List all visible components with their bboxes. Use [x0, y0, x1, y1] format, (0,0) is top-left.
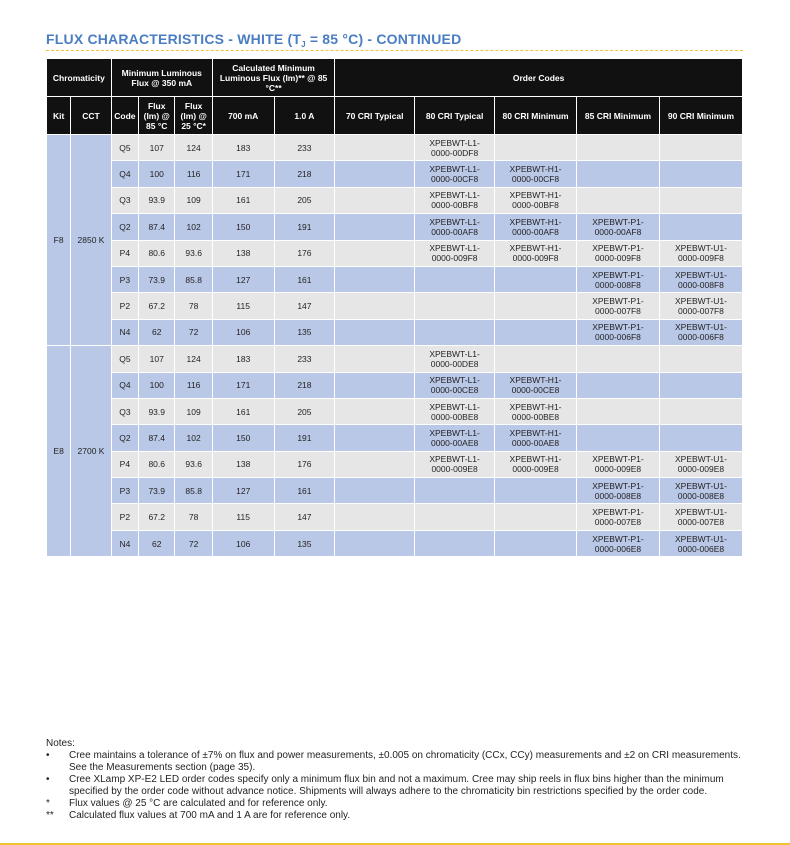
bin-code-cell: P4	[111, 451, 138, 477]
order-code-80-cri-typical: XPEBWT-L1- 0000-00CE8	[415, 372, 495, 398]
bin-code-cell: P3	[111, 478, 138, 504]
flux-85-cell: 67.2	[139, 504, 175, 530]
bin-code-cell: Q2	[111, 214, 138, 240]
flux-700ma-cell: 171	[212, 372, 274, 398]
order-code-85-cri-minimum: XPEBWT-P1- 0000-007E8	[577, 504, 660, 530]
flux-1a-cell: 135	[274, 319, 335, 345]
order-code-80-cri-typical: XPEBWT-L1- 0000-00DF8	[415, 135, 495, 161]
page-title: FLUX CHARACTERISTICS - WHITE ($T_J = 85$ °C) - CONTINUED	[46, 31, 462, 49]
header-kit: Kit	[47, 97, 71, 135]
bin-code-cell: Q3	[111, 398, 138, 424]
order-code-80-cri-minimum	[495, 319, 577, 345]
flux-85-cell: 80.6	[139, 240, 175, 266]
flux-25-cell: 78	[175, 293, 212, 319]
order-code-80-cri-typical	[415, 504, 495, 530]
order-code-70-cri-typical	[335, 187, 415, 213]
order-code-80-cri-typical: XPEBWT-L1- 0000-00BE8	[415, 398, 495, 424]
order-code-85-cri-minimum	[577, 187, 660, 213]
note-item	[46, 810, 746, 822]
order-code-70-cri-typical	[335, 266, 415, 292]
table-row	[47, 425, 743, 451]
cct-cell: 2700 K	[71, 346, 111, 557]
order-code-85-cri-minimum: XPEBWT-P1- 0000-00AF8	[577, 214, 660, 240]
flux-700ma-cell: 171	[212, 161, 274, 187]
order-code-80-cri-minimum	[495, 135, 577, 161]
flux-25-cell: 102	[175, 425, 212, 451]
flux-85-cell: 67.2	[139, 293, 175, 319]
order-code-80-cri-minimum: XPEBWT-H1- 0000-00BE8	[495, 398, 577, 424]
flux-1a-cell: 161	[274, 266, 335, 292]
table-row	[47, 398, 743, 424]
table-row	[47, 530, 743, 556]
order-code-90-cri-minimum: XPEBWT-U1- 0000-007F8	[659, 293, 742, 319]
kit-cell: E8	[47, 346, 71, 557]
flux-85-cell: 62	[139, 530, 175, 556]
order-code-85-cri-minimum: XPEBWT-P1- 0000-009E8	[577, 451, 660, 477]
order-code-80-cri-minimum: XPEBWT-H1- 0000-00CF8	[495, 161, 577, 187]
bin-code-cell: N4	[111, 319, 138, 345]
flux-85-cell: 107	[139, 346, 175, 372]
table-row	[47, 187, 743, 213]
flux-25-cell: 116	[175, 161, 212, 187]
order-code-80-cri-typical: XPEBWT-L1- 0000-00AF8	[415, 214, 495, 240]
order-code-90-cri-minimum: XPEBWT-U1- 0000-008F8	[659, 266, 742, 292]
flux-700ma-cell: 183	[212, 346, 274, 372]
flux-85-cell: 87.4	[139, 214, 175, 240]
bin-code-cell: Q5	[111, 346, 138, 372]
order-code-85-cri-minimum	[577, 161, 660, 187]
order-code-80-cri-minimum	[495, 266, 577, 292]
flux-700ma-cell: 115	[212, 293, 274, 319]
note-asterisk: **	[46, 810, 54, 821]
table-row	[47, 135, 743, 161]
bin-code-cell: Q4	[111, 372, 138, 398]
order-code-90-cri-minimum	[659, 398, 742, 424]
flux-25-cell: 116	[175, 372, 212, 398]
flux-700ma-cell: 161	[212, 187, 274, 213]
table-row	[47, 240, 743, 266]
order-code-80-cri-minimum	[495, 293, 577, 319]
order-code-70-cri-typical	[335, 372, 415, 398]
order-code-70-cri-typical	[335, 504, 415, 530]
flux-700ma-cell: 150	[212, 214, 274, 240]
bin-code-cell: Q3	[111, 187, 138, 213]
flux-1a-cell: 176	[274, 451, 335, 477]
note-item	[46, 750, 746, 774]
flux-85-cell: 107	[139, 135, 175, 161]
header-80-cri-minimum: 80 CRI Minimum	[495, 97, 577, 135]
order-code-70-cri-typical	[335, 478, 415, 504]
table-row	[47, 451, 743, 477]
order-code-70-cri-typical	[335, 319, 415, 345]
order-code-90-cri-minimum	[659, 135, 742, 161]
header-cct: CCT	[71, 97, 111, 135]
flux-1a-cell: 147	[274, 504, 335, 530]
order-code-70-cri-typical	[335, 425, 415, 451]
order-code-70-cri-typical	[335, 240, 415, 266]
order-code-90-cri-minimum	[659, 346, 742, 372]
notes-heading: Notes:	[46, 738, 75, 749]
order-code-70-cri-typical	[335, 135, 415, 161]
header-70-cri-typical: 70 CRI Typical	[335, 97, 415, 135]
table-row	[47, 346, 743, 372]
flux-1a-cell: 205	[274, 398, 335, 424]
flux-85-cell: 93.9	[139, 398, 175, 424]
table-body	[47, 135, 743, 557]
order-code-80-cri-typical	[415, 319, 495, 345]
order-code-80-cri-minimum: XPEBWT-H1- 0000-00CE8	[495, 372, 577, 398]
order-code-90-cri-minimum: XPEBWT-U1- 0000-008E8	[659, 478, 742, 504]
order-code-80-cri-minimum: XPEBWT-H1- 0000-00AF8	[495, 214, 577, 240]
order-code-80-cri-minimum	[495, 530, 577, 556]
order-code-80-cri-minimum: XPEBWT-H1- 0000-009E8	[495, 451, 577, 477]
flux-700ma-cell: 150	[212, 425, 274, 451]
flux-700ma-cell: 115	[212, 504, 274, 530]
note-item	[46, 774, 746, 798]
order-code-85-cri-minimum: XPEBWT-P1- 0000-008F8	[577, 266, 660, 292]
bin-code-cell: Q5	[111, 135, 138, 161]
order-code-70-cri-typical	[335, 293, 415, 319]
header-1a: 1.0 A	[274, 97, 335, 135]
notes	[46, 738, 746, 822]
order-code-90-cri-minimum	[659, 425, 742, 451]
kit-cell: F8	[47, 135, 71, 346]
order-code-70-cri-typical	[335, 530, 415, 556]
flux-table	[46, 58, 743, 557]
order-code-80-cri-typical: XPEBWT-L1- 0000-00BF8	[415, 187, 495, 213]
order-code-80-cri-typical: XPEBWT-L1- 0000-009E8	[415, 451, 495, 477]
order-code-90-cri-minimum: XPEBWT-U1- 0000-009E8	[659, 451, 742, 477]
order-code-80-cri-minimum	[495, 346, 577, 372]
flux-700ma-cell: 106	[212, 319, 274, 345]
title-divider	[46, 50, 743, 51]
note-asterisk: *	[46, 798, 50, 809]
flux-85-cell: 100	[139, 372, 175, 398]
order-code-80-cri-typical	[415, 478, 495, 504]
header-calc-flux: Calculated Minimum Luminous Flux (lm)** @ 85 °C**	[212, 59, 334, 97]
order-code-85-cri-minimum	[577, 372, 660, 398]
order-code-90-cri-minimum	[659, 214, 742, 240]
header-chromaticity: Chromaticity	[47, 59, 112, 97]
bin-code-cell: Q2	[111, 425, 138, 451]
flux-700ma-cell: 127	[212, 478, 274, 504]
header-80-cri-typical: 80 CRI Typical	[415, 97, 495, 135]
note-text: Flux values @ 25 °C are calculated and for reference only.	[69, 798, 328, 809]
order-code-80-cri-typical: XPEBWT-L1- 0000-009F8	[415, 240, 495, 266]
order-code-80-cri-minimum: XPEBWT-H1- 0000-00AE8	[495, 425, 577, 451]
flux-700ma-cell: 183	[212, 135, 274, 161]
order-code-85-cri-minimum: XPEBWT-P1- 0000-006F8	[577, 319, 660, 345]
header-order-codes: Order Codes	[335, 59, 743, 97]
table-row	[47, 372, 743, 398]
table-row	[47, 504, 743, 530]
flux-25-cell: 102	[175, 214, 212, 240]
order-code-85-cri-minimum	[577, 135, 660, 161]
order-code-80-cri-typical: XPEBWT-L1- 0000-00AE8	[415, 425, 495, 451]
header-700ma: 700 mA	[212, 97, 274, 135]
flux-25-cell: 109	[175, 398, 212, 424]
order-code-80-cri-typical	[415, 293, 495, 319]
header-90-cri-minimum: 90 CRI Minimum	[659, 97, 742, 135]
table-row	[47, 319, 743, 345]
order-code-90-cri-minimum: XPEBWT-U1- 0000-007E8	[659, 504, 742, 530]
flux-25-cell: 124	[175, 135, 212, 161]
note-text: Cree maintains a tolerance of ±7% on flux and power measurements, ±0.005 on chromaticity (CCx, CCy) measurements and ±2 on CRI measurements. See the Measurements section (page 35).	[69, 750, 741, 773]
order-code-70-cri-typical	[335, 398, 415, 424]
flux-700ma-cell: 161	[212, 398, 274, 424]
flux-25-cell: 124	[175, 346, 212, 372]
bin-code-cell: P2	[111, 293, 138, 319]
flux-25-cell: 85.8	[175, 266, 212, 292]
bin-code-cell: P4	[111, 240, 138, 266]
flux-25-cell: 85.8	[175, 478, 212, 504]
order-code-80-cri-minimum: XPEBWT-H1- 0000-00BF8	[495, 187, 577, 213]
flux-1a-cell: 233	[274, 346, 335, 372]
bin-code-cell: P2	[111, 504, 138, 530]
order-code-90-cri-minimum: XPEBWT-U1- 0000-009F8	[659, 240, 742, 266]
order-code-70-cri-typical	[335, 161, 415, 187]
flux-1a-cell: 161	[274, 478, 335, 504]
order-code-70-cri-typical	[335, 214, 415, 240]
flux-700ma-cell: 127	[212, 266, 274, 292]
order-code-85-cri-minimum	[577, 398, 660, 424]
flux-1a-cell: 218	[274, 372, 335, 398]
flux-700ma-cell: 106	[212, 530, 274, 556]
flux-25-cell: 93.6	[175, 240, 212, 266]
flux-85-cell: 100	[139, 161, 175, 187]
table-row	[47, 478, 743, 504]
order-code-80-cri-minimum	[495, 478, 577, 504]
flux-700ma-cell: 138	[212, 451, 274, 477]
note-text: Cree XLamp XP-E2 LED order codes specify only a minimum flux bin and not a maximum. Cree may ship reels in flux bins higher than the minimum specified by the order code without advance notice. Shipments will always adhere to the chromaticity bin restrictions specified by the order code.	[69, 774, 724, 797]
order-code-85-cri-minimum	[577, 346, 660, 372]
flux-1a-cell: 147	[274, 293, 335, 319]
flux-25-cell: 72	[175, 530, 212, 556]
table-row	[47, 214, 743, 240]
table-row	[47, 293, 743, 319]
order-code-85-cri-minimum: XPEBWT-P1- 0000-006E8	[577, 530, 660, 556]
order-code-80-cri-typical	[415, 530, 495, 556]
flux-1a-cell: 218	[274, 161, 335, 187]
flux-700ma-cell: 138	[212, 240, 274, 266]
flux-25-cell: 78	[175, 504, 212, 530]
cct-cell: 2850 K	[71, 135, 111, 346]
order-code-90-cri-minimum	[659, 161, 742, 187]
order-code-80-cri-typical: XPEBWT-L1- 0000-00DE8	[415, 346, 495, 372]
order-code-85-cri-minimum: XPEBWT-P1- 0000-007F8	[577, 293, 660, 319]
flux-1a-cell: 233	[274, 135, 335, 161]
header-code: Code	[111, 97, 138, 135]
flux-1a-cell: 205	[274, 187, 335, 213]
note-text: Calculated flux values at 700 mA and 1 A are for reference only.	[69, 810, 351, 821]
order-code-90-cri-minimum	[659, 187, 742, 213]
note-item	[46, 798, 746, 810]
flux-1a-cell: 176	[274, 240, 335, 266]
header-flux-25: Flux (lm) @ 25 °C*	[175, 97, 212, 135]
flux-1a-cell: 191	[274, 214, 335, 240]
flux-1a-cell: 135	[274, 530, 335, 556]
flux-25-cell: 109	[175, 187, 212, 213]
flux-25-cell: 93.6	[175, 451, 212, 477]
flux-85-cell: 80.6	[139, 451, 175, 477]
order-code-70-cri-typical	[335, 346, 415, 372]
note-bullet: •	[46, 750, 50, 761]
flux-25-cell: 72	[175, 319, 212, 345]
flux-85-cell: 73.9	[139, 478, 175, 504]
header-flux-85: Flux (lm) @ 85 °C	[139, 97, 175, 135]
header-min-flux: Minimum Luminous Flux @ 350 mA	[111, 59, 212, 97]
flux-85-cell: 73.9	[139, 266, 175, 292]
order-code-85-cri-minimum: XPEBWT-P1- 0000-008E8	[577, 478, 660, 504]
table-row	[47, 266, 743, 292]
table-row	[47, 161, 743, 187]
order-code-80-cri-minimum: XPEBWT-H1- 0000-009F8	[495, 240, 577, 266]
order-code-85-cri-minimum: XPEBWT-P1- 0000-009F8	[577, 240, 660, 266]
header-85-cri-minimum: 85 CRI Minimum	[577, 97, 660, 135]
order-code-90-cri-minimum: XPEBWT-U1- 0000-006E8	[659, 530, 742, 556]
note-bullet: •	[46, 774, 50, 785]
order-code-90-cri-minimum: XPEBWT-U1- 0000-006F8	[659, 319, 742, 345]
flux-85-cell: 87.4	[139, 425, 175, 451]
order-code-80-cri-minimum	[495, 504, 577, 530]
order-code-85-cri-minimum	[577, 425, 660, 451]
flux-85-cell: 62	[139, 319, 175, 345]
flux-85-cell: 93.9	[139, 187, 175, 213]
order-code-80-cri-typical	[415, 266, 495, 292]
bin-code-cell: P3	[111, 266, 138, 292]
order-code-80-cri-typical: XPEBWT-L1- 0000-00CF8	[415, 161, 495, 187]
flux-1a-cell: 191	[274, 425, 335, 451]
order-code-90-cri-minimum	[659, 372, 742, 398]
bin-code-cell: Q4	[111, 161, 138, 187]
order-code-70-cri-typical	[335, 451, 415, 477]
bin-code-cell: N4	[111, 530, 138, 556]
